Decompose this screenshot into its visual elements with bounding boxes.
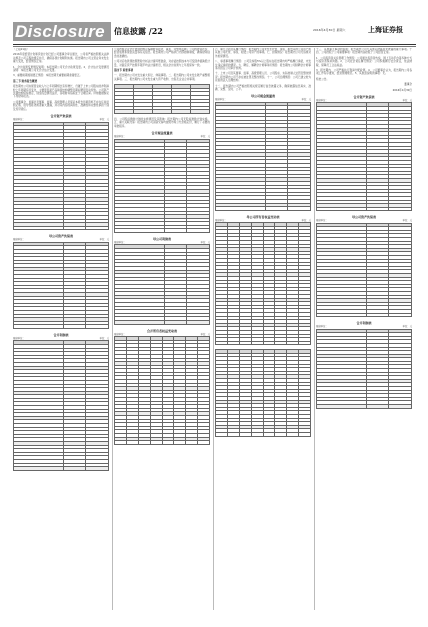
table-cell: [162, 441, 174, 445]
table-cell: [317, 313, 367, 317]
table-cell: [174, 441, 186, 445]
table-cell: [187, 320, 210, 324]
table-title: 母公司现金流量表: [250, 94, 275, 99]
table-cell: [63, 226, 86, 230]
table-cell: [389, 405, 412, 409]
table-row: [216, 341, 311, 345]
table-cell: [287, 432, 299, 436]
financial-table: [114, 139, 210, 233]
table-cell: [86, 226, 109, 230]
body-paragraph: 特此公告。: [316, 77, 329, 81]
table-title: 合并资产负债表: [50, 114, 72, 119]
body-paragraph: 十二、报告期内公司严格按照相关规定履行信息披露义务，确保披露信息真实、准确、完整、及时、公平。: [215, 84, 311, 92]
table-row: [317, 405, 412, 409]
financial-table-block: [316, 95, 412, 211]
body-paragraph: 一、报告期内公司未发生重大诉讼、仲裁事项。二、报告期内公司未发生破产重整相关事项。三、报告期内公司未发生重大资产收购、出售及企业合并事项。: [114, 74, 210, 81]
table-cell: [239, 432, 251, 436]
table-title: 母公司利润表: [152, 237, 171, 242]
table-cell: [251, 341, 263, 345]
header-rule: [13, 44, 416, 45]
table-cell: [138, 441, 150, 445]
section-title: 信息披露 /22: [114, 26, 163, 36]
table-meta-right: 单位：元: [200, 135, 210, 139]
financial-table-block: [215, 349, 311, 436]
table-row: [216, 432, 311, 436]
table-cell: [317, 405, 367, 409]
table-cell: [275, 341, 287, 345]
table-meta-left: 编制单位：: [316, 219, 328, 223]
column-divider: [112, 48, 113, 610]
table-cell: [172, 110, 191, 114]
table-cell: [187, 229, 210, 233]
table-meta-left: 编制单位：: [316, 325, 328, 329]
table-meta-left: 编制单位：: [114, 241, 126, 245]
table-cell: [63, 325, 86, 329]
body-paragraph: 十、上市公司及其董事、监事、高级管理人员、公司股东、实际控制人处罚及整改情况：报告期内公司不存在被处罚及整改情况。十一、公司治理情况：公司已建立较为完善的法人治理结构。: [215, 72, 311, 83]
table-title: 母公司资产负债表: [351, 215, 376, 220]
body-paragraph: 六、重大合同及其履行情况：报告期内公司未发生托管、承包、租赁其他公司资产或其他公司托管、承包、租赁公司资产的事项。七、担保情况：报告期内公司无违规对外担保情况。: [215, 48, 311, 58]
financial-table-block: [114, 84, 210, 114]
table-title: 合并利润表: [356, 321, 372, 326]
table-title: 合并现金流量表: [151, 131, 173, 136]
table-cell: [288, 207, 311, 211]
table-meta-left: 编制单位：: [13, 118, 25, 122]
table-cell: [63, 467, 86, 471]
body-paragraph: 报告期内公司实现营业收入与上年同期相比有所增长，归属于上市公司股东的净利润较上年同期有所变化，主要原因是产品销售结构调整及期间费用变动所致。公司资产负债结构保持稳定，现金流量情况良好，各项财务指标处于合理区间。详细数据参见下列财务报表。: [13, 85, 109, 99]
section-heading: 第三节 财务报告概要: [13, 79, 38, 83]
column-4: [316, 48, 412, 610]
table-meta-right: 单位：元: [99, 336, 109, 340]
table-meta-left: 编制单位：: [316, 99, 328, 103]
body-paragraph: 1、会计政策变更情况说明：本报告期公司无会计政策变更。2、会计估计变更情况说明：本报告期公司无会计估计变更。: [13, 65, 109, 73]
financial-table: [316, 329, 412, 409]
signature-line: 2016年4月30日: [392, 88, 412, 92]
table-row: [14, 226, 109, 230]
financial-table-block: [316, 321, 412, 408]
body-paragraph: 八、承诺事项履行情况：公司及持股5%以上股东在报告期内均严格履行承诺，未发生违反承诺的情况。九、聘任、解聘会计师事务所情况：报告期内公司续聘会计师事务所担任公司审计机构。: [215, 60, 311, 71]
table-cell: [299, 432, 311, 436]
table-cell: [389, 207, 412, 211]
table-cell: [153, 110, 172, 114]
table-cell: [115, 441, 127, 445]
body-paragraph: 四、公司股权激励计划的实施情况及其影响：报告期内公司无股权激励计划实施。五、重大关联交易：报告期内公司关联交易均按照市场公允价格定价，履行了必要的审批程序。: [114, 118, 210, 128]
financial-table-block: [316, 215, 412, 317]
body-paragraph: （上接21版）: [13, 48, 30, 51]
table-meta-right: 单位：元: [402, 325, 412, 329]
table-cell: [263, 432, 275, 436]
body-paragraph: 公司对应收款项按照账龄分析法计提坏账准备，对存货按照成本与可变现净值孰低计量，对固定资产按照年限平均法计提折旧，相关会计政策与上年度保持一致。: [114, 60, 210, 67]
table-cell: [115, 229, 165, 233]
table-cell: [227, 432, 239, 436]
table-cell: [86, 325, 109, 329]
financial-table: [215, 222, 311, 345]
table-meta-right: 单位：元: [200, 241, 210, 245]
newspaper-masthead: 上海证券报: [368, 25, 403, 34]
table-cell: [239, 341, 251, 345]
financial-table: [114, 336, 210, 445]
financial-table: [13, 122, 109, 231]
financial-table-block: [13, 114, 109, 230]
table-meta-right: 单位：元: [99, 238, 109, 242]
table-cell: [216, 341, 228, 345]
table-cell: [299, 341, 311, 345]
table-cell: [287, 341, 299, 345]
table-title: 合并资产负债表: [353, 95, 375, 100]
table-title: 合并利润表: [53, 332, 69, 337]
disclosure-banner: Disclosure: [13, 22, 111, 41]
table-cell: [164, 320, 187, 324]
column-2: [114, 48, 210, 610]
table-cell: [14, 226, 64, 230]
financial-table-block: [215, 94, 311, 210]
table-title: 母公司资产负债表: [48, 234, 73, 239]
table-cell: [134, 110, 153, 114]
financial-table: [215, 349, 311, 436]
table-meta-left: 编制单位：: [13, 238, 25, 242]
body-paragraph: 十三、其他重大事项的说明：报告期内公司无其他应披露而未披露的重大事项。十四、公司控股子公司重要事项：报告期内各控股子公司经营正常。: [316, 48, 412, 55]
table-row: [317, 207, 412, 211]
financial-table: [114, 244, 210, 324]
body-paragraph: 2016年度经营计划和资金计划已经公司董事会审议通过，公司将严格按照相关法律法规及公司章程的规定执行，确保各项计划顺利实施。报告期内公司主营业务未发生重大变化，经营情况正常。: [13, 53, 109, 64]
table-cell: [265, 207, 288, 211]
body-paragraph: 3、重要前期差错更正情况：本报告期无重要前期差错更正。: [13, 74, 83, 78]
financial-table-block: [114, 131, 210, 233]
table-meta-right: 单位：元: [301, 98, 311, 102]
financial-table: [316, 102, 412, 211]
signature-line: 董事会: [404, 83, 412, 87]
table-row: [115, 320, 210, 324]
financial-table-block: [114, 329, 210, 445]
financial-table: [114, 84, 210, 114]
table-row: [115, 110, 210, 114]
table-cell: [263, 341, 275, 345]
table-cell: [216, 432, 228, 436]
financial-table: [13, 340, 109, 470]
table-meta-left: 编制单位：: [13, 336, 25, 340]
financial-table: [13, 242, 109, 329]
table-meta-right: 单位：元: [99, 118, 109, 122]
table-row: [14, 325, 109, 329]
table-cell: [186, 441, 198, 445]
table-row: [14, 467, 109, 471]
table-row: [115, 441, 210, 445]
table-cell: [150, 441, 162, 445]
table-meta-right: 单位：元: [402, 99, 412, 103]
table-cell: [198, 441, 210, 445]
table-row: [317, 313, 412, 317]
table-meta-left: 编制单位：: [215, 218, 227, 222]
financial-table-block: [215, 215, 311, 346]
table-cell: [366, 405, 389, 409]
table-cell: [366, 207, 389, 211]
financial-table-block: [114, 237, 210, 324]
column-3: [215, 48, 311, 610]
section-heading: 第四节 重要事项: [114, 69, 134, 73]
table-meta-left: 编制单位：: [114, 135, 126, 139]
body-paragraph: 3、报告期内，公司严格执行利润分配政策。4、公司董事会认为，报告期内公司各项工作有序推进，经营管理规范。5、其他需说明的事项：无。: [316, 69, 412, 76]
financial-table-block: [13, 333, 109, 471]
financial-table: [316, 223, 412, 317]
financial-table: [215, 102, 311, 211]
body-paragraph: 公司按照企业会计准则的规定编制财务报表，真实、完整地反映了公司的财务状况、经营成果和现金流量等有关信息。报告期内公司严格执行内部控制制度，确保财务信息的准确性。: [114, 48, 210, 58]
table-meta-right: 单位：元: [402, 219, 412, 223]
table-title: 母公司所有者权益变动表: [246, 214, 280, 219]
table-cell: [191, 110, 210, 114]
table-meta-left: 编制单位：: [215, 98, 227, 102]
table-meta-left: 编制单位：: [114, 332, 126, 336]
table-row: [216, 207, 311, 211]
table-cell: [14, 325, 64, 329]
table-meta-right: 单位：元: [200, 332, 210, 336]
table-cell: [14, 467, 64, 471]
table-cell: [216, 207, 266, 211]
table-cell: [251, 432, 263, 436]
table-cell: [275, 432, 287, 436]
table-title: 合并所有者权益变动表: [146, 328, 177, 333]
table-row: [115, 229, 210, 233]
table-cell: [126, 441, 138, 445]
table-cell: [317, 207, 367, 211]
body-paragraph: 公司董事会、监事会及董事、监事、高级管理人员保证本报告所载资料不存在任何虚假记载、误导性陈述或者重大遗漏，并对其内容的真实性、准确性和完整性承担个别及连带责任。: [13, 100, 109, 111]
column-divider: [213, 48, 214, 610]
body-paragraph: 1、公司投资者关系管理工作情况：公司通过投资者热线、网上互动平台等多种方式与投资者保持沟通。2、公司社会责任履行情况：公司积极履行社会责任，依法纳税，保障员工合法权益。: [316, 56, 412, 67]
financial-table-block: [13, 234, 109, 329]
table-cell: [86, 467, 109, 471]
table-cell: [115, 110, 134, 114]
table-cell: [389, 313, 412, 317]
column-1: [13, 48, 109, 610]
table-cell: [227, 341, 239, 345]
header-rule-thin: [13, 46, 416, 47]
table-cell: [115, 320, 165, 324]
table-meta-right: 单位：元: [301, 218, 311, 222]
column-divider: [314, 48, 315, 610]
table-cell: [366, 313, 389, 317]
issue-date: 2016年4月30日 星期六: [313, 28, 346, 32]
table-cell: [164, 229, 187, 233]
page-header: [0, 0, 428, 44]
